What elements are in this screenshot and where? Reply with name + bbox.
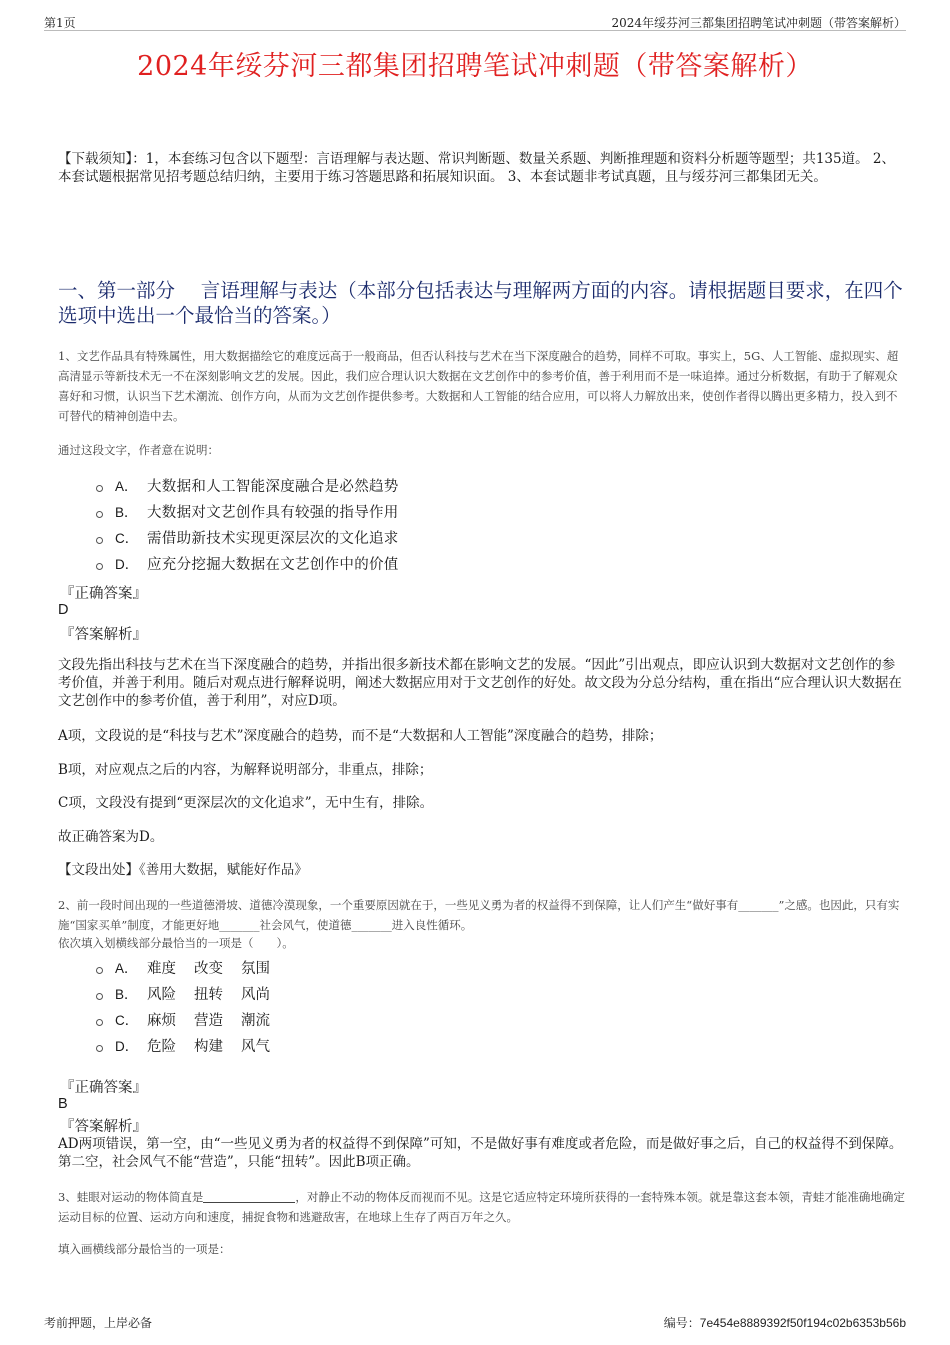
- correct-answer-label: 『正确答案』: [60, 586, 147, 602]
- radio-icon[interactable]: [96, 485, 103, 492]
- correct-answer: D: [58, 602, 69, 618]
- question-1-prompt: 通过这段文字，作者意在说明：: [58, 443, 219, 457]
- option-d[interactable]: D． 危险 构建 风气: [96, 1032, 288, 1058]
- analysis-label: 『答案解析』: [60, 627, 147, 643]
- correct-answer: B: [58, 1096, 68, 1112]
- source-citation: 【文段出处】《善用大数据，赋能好作品》: [58, 862, 308, 878]
- question-3-prompt: 填入画横线部分最恰当的一项是：: [58, 1242, 231, 1256]
- radio-icon[interactable]: [96, 511, 103, 518]
- radio-icon[interactable]: [96, 563, 103, 570]
- option-a[interactable]: A． 大数据和人工智能深度融合是必然趋势: [96, 472, 399, 498]
- question-2-options: [96, 954, 288, 1058]
- option-b[interactable]: B． 风险 扭转 风尚: [96, 980, 288, 1006]
- analysis-paragraph: 文段先指出科技与艺术在当下深度融合的趋势，并指出很多新技术都在影响文艺的发展。“因此”引出观点，即应认识到大数据对文艺创作的参考价值，并善于利用。随后对观点进行解释说明，阐述大数据应用对于文艺创作的好处。故文段为分总分结构，重在指出“应合理认识大数据在文艺创作中的参考价值，善于利用”，对应D项。: [58, 657, 902, 709]
- radio-icon[interactable]: [96, 1019, 103, 1026]
- fill-blank: [203, 1190, 295, 1203]
- question-3-stem: 3、蛙眼对运动的物体简直是 ，对静止不动的物体反而视而不见。这是它适应特定环境所获得的一套特殊本领。就是靠这套本领，青蛙才能准确地确定运动目标的位置、运动方向和速度，捕捉食物和逃避敌害，在地球上生存了两百万年之久。: [58, 1190, 905, 1224]
- analysis-paragraph: C项，文段没有提到“更深层次的文化追求”，无中生有，排除。: [58, 795, 434, 811]
- page-number: 第1页: [44, 16, 76, 30]
- analysis-paragraph: AD两项错误，第一空，由“一些见义勇为者的权益得不到保障”可知，不是做好事有难度或者危险，而是做好事之后，自己的权益得不到保障。第二空，社会风气不能“营造”，只能“扭转”。因此B项正确。: [58, 1136, 903, 1170]
- question-2-stem: 2、前一段时间出现的一些道德滑坡、道德冷漠现象，一个重要原因就在于，一些见义勇为者的权益得不到保障，让人们产生“做好事有_______”之感。也因此，只有实施“国家买单”制度，才能更好地_______社会风气，使道德_______进入良性循环。: [58, 898, 900, 932]
- question-1-options: [96, 472, 399, 576]
- analysis-label: 『答案解析』: [60, 1119, 147, 1135]
- analysis-paragraph: A项，文段说的是“科技与艺术”深度融合的趋势，而不是“大数据和人工智能”深度融合的趋势，排除；: [58, 728, 663, 744]
- correct-answer-label: 『正确答案』: [60, 1080, 147, 1096]
- document-title: 2024年绥芬河三都集团招聘笔试冲刺题（带答案解析）: [137, 51, 813, 82]
- radio-icon[interactable]: [96, 967, 103, 974]
- option-b[interactable]: B． 大数据对文艺创作具有较强的指导作用: [96, 498, 399, 524]
- footer-slogan: 考前押题，上岸必备: [44, 1316, 153, 1330]
- radio-icon[interactable]: [96, 537, 103, 544]
- running-title: 2024年绥芬河三都集团招聘笔试冲刺题（带答案解析）: [611, 16, 906, 30]
- question-2-prompt: 依次填入划横线部分最恰当的一项是（ ）。: [58, 936, 294, 950]
- analysis-paragraph: B项，对应观点之后的内容，为解释说明部分，非重点，排除；: [58, 762, 433, 778]
- footer-code: 编号：7e454e8889392f50f194c02b6353b56b: [663, 1316, 906, 1330]
- radio-icon[interactable]: [96, 1045, 103, 1052]
- section-heading: 一、第一部分 言语理解与表达（本部分包括表达与理解两方面的内容。请根据题目要求，在四个选项中选出一个最恰当的答案。）: [58, 279, 903, 327]
- analysis-paragraph: 故正确答案为D。: [58, 829, 164, 845]
- option-c[interactable]: C． 需借助新技术实现更深层次的文化追求: [96, 524, 399, 550]
- option-a[interactable]: A． 难度 改变 氛围: [96, 954, 288, 980]
- radio-icon[interactable]: [96, 993, 103, 1000]
- option-d[interactable]: D． 应充分挖掘大数据在文艺创作中的价值: [96, 550, 399, 576]
- header-divider: [44, 30, 906, 31]
- option-c[interactable]: C． 麻烦 营造 潮流: [96, 1006, 288, 1032]
- question-1-stem: 1、文艺作品具有特殊属性，用大数据描绘它的难度远高于一般商品，但否认科技与艺术在当下深度融合的趋势，同样不可取。事实上，5G、人工智能、虚拟现实、超高清显示等新技术无一不在深刻影响文艺的发展。因此，我们应合理认识大数据在文艺创作中的参考价值，善于利用而不是一味追捧。通过分析数据，有助于了解观众喜好和习惯，认识当下艺术潮流、创作方向，从而为文艺创作提供参考。大数据和人工智能的结合应用，可以将人力解放出来，使创作者得以腾出更多精力，投入到不可替代的精神创造中去。: [58, 349, 899, 423]
- download-notice: 【下载须知】：1，本套练习包含以下题型：言语理解与表达题、常识判断题、数量关系题、判断推理题和资料分析题等题型；共135道。 2、本套试题根据常见招考题总结归纳，主要用于练习答题思路和拓展知识面。 3、本套试题非考试真题，且与绥芬河三都集团无关。: [58, 151, 895, 185]
